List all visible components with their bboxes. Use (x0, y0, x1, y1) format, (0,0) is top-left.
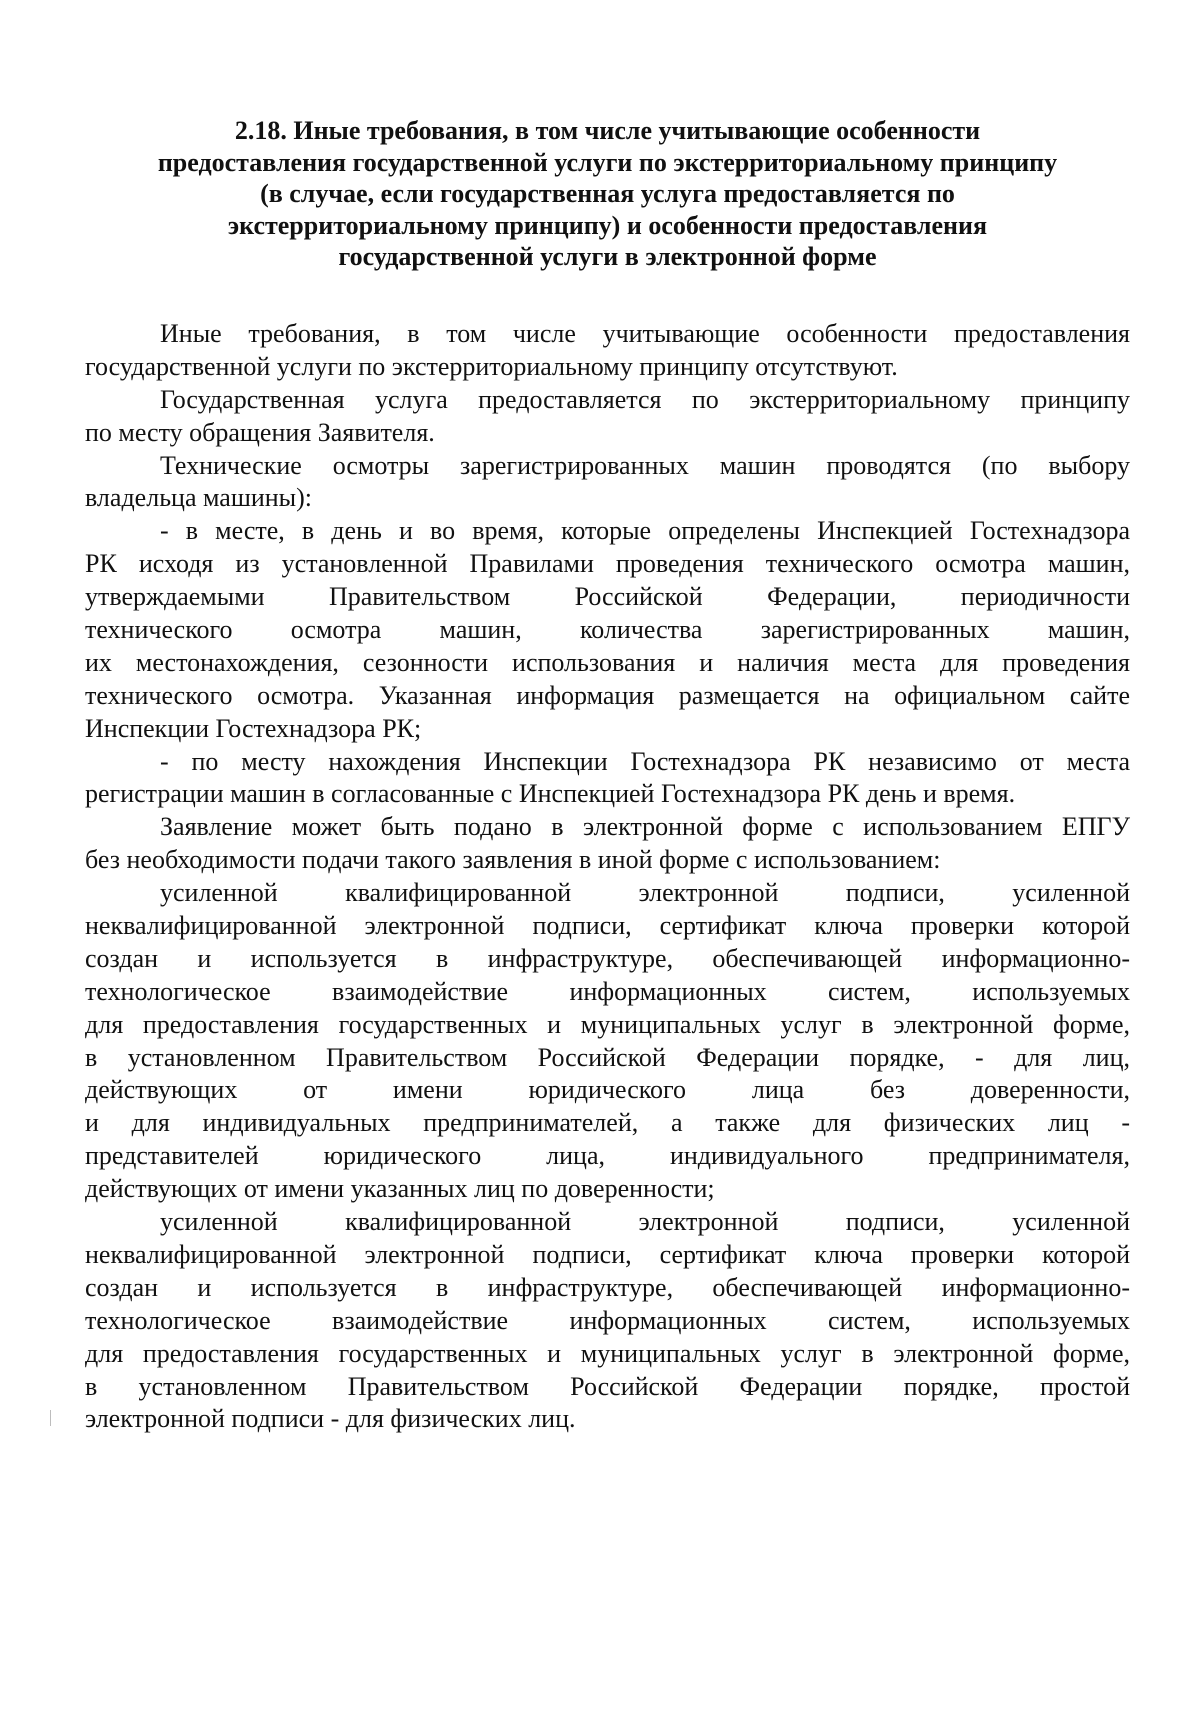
text-line: Технические осмотры зарегистрированных машин проводятся (по выбору (160, 450, 1130, 480)
text-line: технического осмотра. Указанная информация размещается на официальном сайте (85, 680, 1130, 710)
paragraph-extraterritorial (85, 384, 1130, 450)
text-line: владельца машины): (85, 483, 313, 513)
paragraph-signature-legal-entities (85, 877, 1130, 1206)
text-line: Иные требования, в том числе учитывающие особенности предоставления (160, 319, 1130, 348)
text-line: - в месте, в день и во время, которые определены Инспекцией Гостехнадзора (160, 516, 1130, 546)
text-line: технического осмотра машин, количества зарегистрированных машин, (85, 615, 1130, 645)
text-line: утверждаемыми Правительством Российской Федерации, периодичности (85, 582, 1130, 612)
text-line: технологическое взаимодействие информационных систем, используемых (85, 976, 1130, 1006)
paragraph-other-requirements (85, 318, 1130, 384)
text-line: электронной подписи - для физических лиц. (85, 1404, 576, 1434)
text-line: создан и используется в инфраструктуре, обеспечивающей информационно- (85, 1272, 1130, 1302)
text-line: Инспекции Гостехнадзора РК; (85, 713, 422, 743)
text-line: представителей юридического лица, индивидуального предпринимателя, (85, 1141, 1130, 1171)
text-line: в установленном Правительством Российской Федерации порядке, простой (85, 1371, 1130, 1401)
text-line: для предоставления государственных и муниципальных услуг в электронной форме, (85, 1009, 1130, 1039)
heading-line: 2.18. Иные требования, в том числе учитывающие особенности (234, 116, 981, 145)
text-line: государственной услуги по экстерриториальному принципу отсутствуют. (85, 351, 898, 381)
text-line: усиленной квалифицированной электронной подписи, усиленной (160, 1207, 1130, 1237)
text-line: без необходимости подачи такого заявления в иной форме с использованием: (85, 845, 941, 875)
text-line: по месту обращения Заявителя. (85, 417, 435, 447)
text-line: усиленной квалифицированной электронной подписи, усиленной (160, 878, 1130, 908)
paragraph-technical-inspections (85, 450, 1130, 516)
list-item-place-and-time (85, 515, 1130, 745)
text-line: регистрации машин в согласованные с Инспекцией Гостехнадзора РК день и время. (85, 779, 1016, 809)
text-line: Заявление может быть подано в электронной форме с использованием ЕПГУ (160, 812, 1130, 842)
heading-line: государственной услуги в электронной форме (338, 242, 877, 271)
text-line: и для индивидуальных предпринимателей, а также для физических лиц - (85, 1108, 1130, 1138)
text-line: неквалифицированной электронной подписи, сертификат ключа проверки которой (85, 1239, 1130, 1269)
text-line: Государственная услуга предоставляется по экстерриториальному принципу (160, 384, 1130, 414)
heading-line: (в случае, если государственная услуга предоставляется по (260, 179, 955, 208)
paragraph-electronic-application (85, 811, 1130, 877)
list-item-inspection-location (85, 746, 1130, 812)
text-line: - по месту нахождения Инспекции Гостехнадзора РК независимо от места (160, 746, 1130, 776)
text-line: действующих от имени юридического лица без доверенности, (85, 1075, 1130, 1105)
text-line: РК исходя из установленной Правилами проведения технического осмотра машин, (85, 549, 1130, 579)
heading-line: предоставления государственной услуги по экстерриториальному принципу (157, 147, 1058, 177)
text-line: неквалифицированной электронной подписи, сертификат ключа проверки которой (85, 911, 1130, 941)
text-line: их местонахождения, сезонности использования и наличия места для проведения (85, 647, 1130, 677)
scan-artifact (50, 1410, 51, 1426)
section-heading (85, 115, 1130, 273)
body-text (85, 318, 1130, 1436)
text-line: создан и используется в инфраструктуре, обеспечивающей информационно- (85, 943, 1130, 973)
text-line: для предоставления государственных и муниципальных услуг в электронной форме, (85, 1338, 1130, 1368)
paragraph-signature-individuals (85, 1206, 1130, 1436)
text-line: действующих от имени указанных лиц по доверенности; (85, 1174, 715, 1204)
text-line: в установленном Правительством Российской Федерации порядке, - для лиц, (85, 1042, 1130, 1072)
heading-line: экстерриториальному принципу) и особенности предоставления (227, 210, 988, 240)
text-line: технологическое взаимодействие информационных систем, используемых (85, 1305, 1130, 1335)
